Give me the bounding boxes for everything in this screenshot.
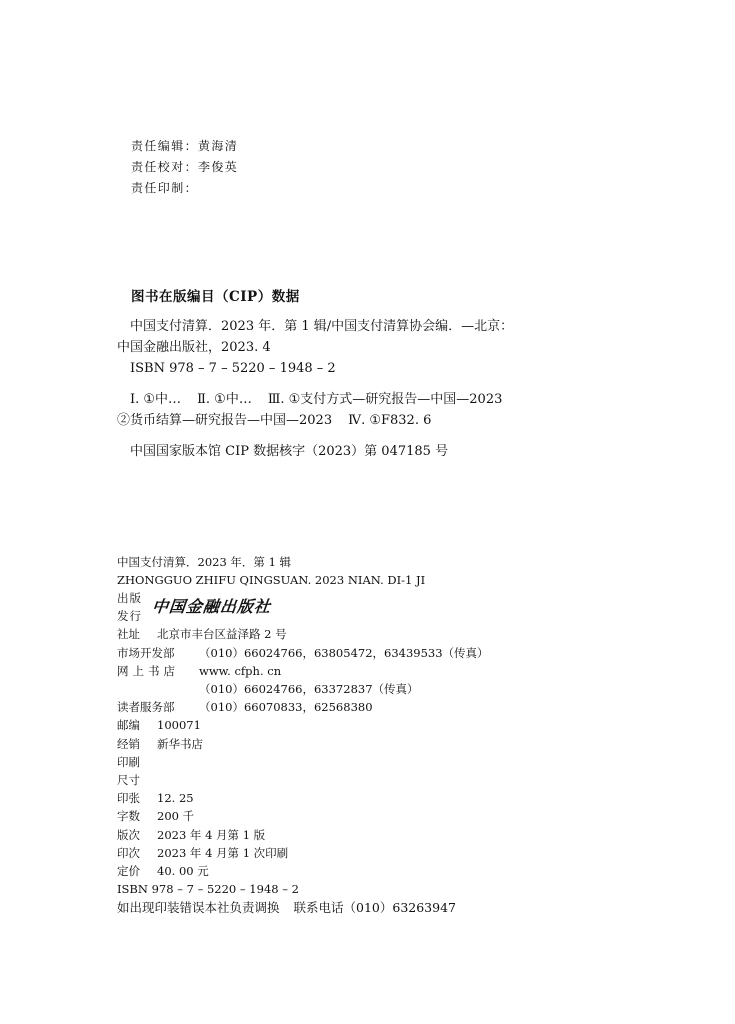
- words-label: 字数: [117, 809, 140, 824]
- words-value: 200 千: [157, 809, 195, 824]
- address-value: 北京市丰台区益泽路 2 号: [157, 627, 287, 642]
- colophon-title: 中国支付清算．2023 年．第 1 辑: [117, 555, 292, 569]
- address-label: 社址: [117, 627, 140, 642]
- price-value: 40. 00 元: [157, 864, 209, 879]
- print-row: [117, 753, 637, 771]
- bookstore-row: [117, 662, 637, 680]
- postcode-label: 邮编: [117, 718, 140, 733]
- sheets-label: 印张: [117, 791, 140, 806]
- words-row: [117, 807, 637, 825]
- reader-service-row: [117, 698, 637, 716]
- market-phone: （010）66024766，63805472，63439533（传真）: [199, 645, 489, 660]
- price-label: 定价: [117, 864, 140, 879]
- cip-class-a: Ⅰ. ①中…: [130, 392, 182, 407]
- sheets-value: 12. 25: [157, 791, 194, 806]
- cip-heading: 图书在版编目（CIP）数据: [131, 289, 300, 305]
- contact-phone: 联系电话（010）63263947: [293, 900, 456, 916]
- reader-service-label: 读者服务部: [117, 700, 175, 715]
- market-row: [117, 644, 637, 662]
- website-value: www. cfph. cn: [199, 663, 282, 678]
- impression-value: 2023 年 4 月第 1 次印刷: [157, 845, 289, 860]
- impression-row: [117, 844, 637, 862]
- cip-classification-line-2: [117, 410, 617, 431]
- cip-record-number: 中国国家版本馆 CIP 数据核字（2023）第 047185 号: [130, 444, 449, 459]
- misprint-notice: 如出现印装错误本社负责调换: [117, 900, 280, 916]
- reader-service-phone: （010）66070833，62568380: [199, 700, 373, 715]
- proofreader-line: 责任校对：李俊英: [131, 160, 239, 174]
- cip-isbn-line: ISBN 978 – 7 – 5220 – 1948 – 2: [130, 361, 336, 376]
- edition-label: 版次: [117, 827, 140, 842]
- cip-classification-line-1: [117, 389, 617, 410]
- size-label: 尺寸: [117, 773, 140, 788]
- cip-class-e: Ⅳ. ①F832. 6: [348, 413, 432, 428]
- postcode-value: 100071: [157, 718, 201, 733]
- edition-row: [117, 826, 637, 844]
- cip-class-b: Ⅱ. ①中…: [197, 392, 252, 407]
- bookstore-phone: （010）66024766，63372837（传真）: [199, 682, 419, 697]
- editor-line: 责任编辑：黄海清: [131, 139, 239, 153]
- cip-class-c: Ⅲ. ①支付方式—研究报告—中国—2023: [267, 392, 503, 407]
- publisher-row: [117, 589, 637, 625]
- cip-record: [117, 316, 617, 462]
- seller-value: 新华书店: [157, 736, 203, 751]
- colophon: [117, 553, 637, 918]
- responsibility-block: [131, 136, 431, 199]
- publisher-logo: 中国金融出版社: [151, 597, 273, 617]
- size-row: [117, 771, 637, 789]
- printing-supervisor-line: 责任印制：: [131, 181, 199, 195]
- market-label: 市场开发部: [117, 645, 175, 660]
- cip-class-d: ②货币结算—研究报告—中国—2023: [117, 413, 333, 428]
- print-label: 印刷: [117, 754, 140, 769]
- edition-value: 2023 年 4 月第 1 版: [157, 827, 266, 842]
- price-row: [117, 862, 637, 880]
- notice-row: [117, 899, 637, 917]
- sheets-row: [117, 789, 637, 807]
- postcode-row: [117, 716, 637, 734]
- colophon-pinyin: ZHONGGUO ZHIFU QINGSUAN. 2023 NIAN. DI-1 JI: [117, 573, 426, 588]
- seller-row: [117, 735, 637, 753]
- impression-label: 印次: [117, 845, 140, 860]
- publish-label: 出版: [117, 591, 142, 606]
- address-row: [117, 625, 637, 643]
- cip-publisher-line: 中国金融出版社，2023. 4: [117, 340, 271, 355]
- cip-title-line: 中国支付清算．2023 年．第 1 辑/中国支付清算协会编．—北京：: [130, 319, 514, 334]
- seller-label: 经销: [117, 736, 140, 751]
- publisher-labels: [117, 589, 142, 625]
- bookstore-label: 网上书店: [117, 663, 179, 678]
- distribute-label: 发行: [117, 609, 142, 624]
- colophon-isbn: ISBN 978 – 7 – 5220 – 1948 – 2: [117, 882, 299, 897]
